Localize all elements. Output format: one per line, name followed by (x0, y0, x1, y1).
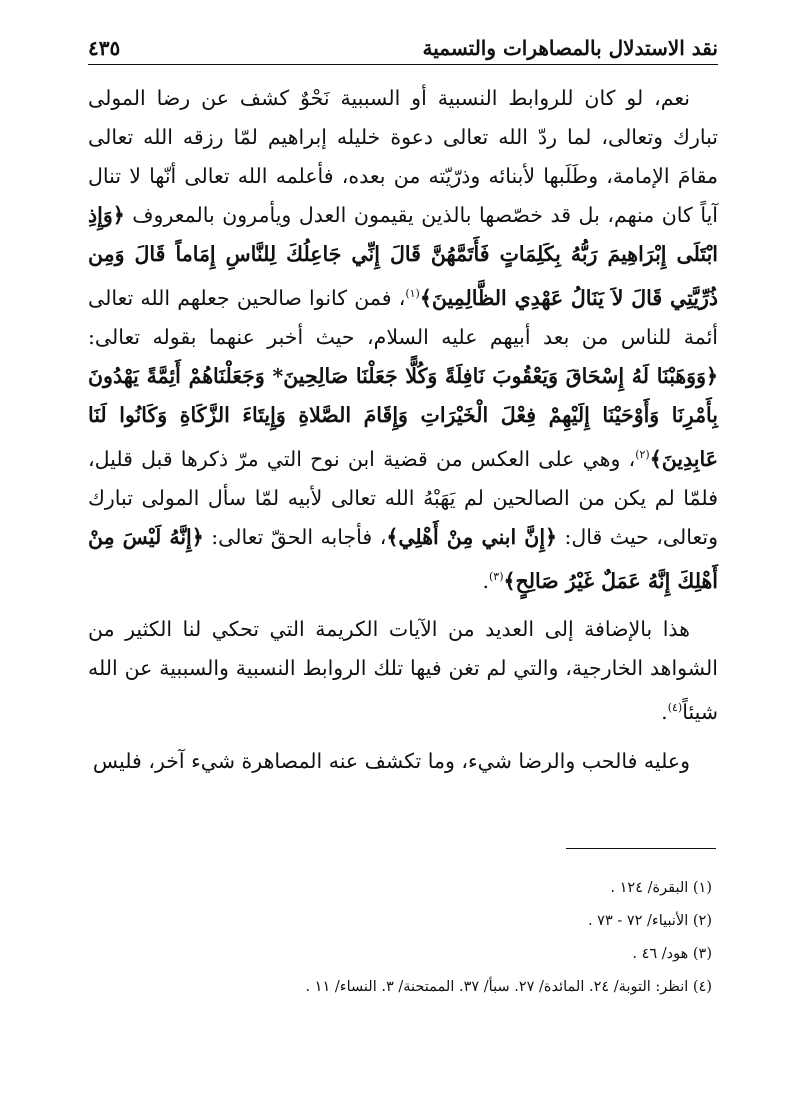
quran-verse: ﴿إِنَّهُ لَيْسَ مِنْ أَهْلِكَ إِنَّهُ عَمَلٌ غَيْرُ صَالِحٍ﴾ (88, 524, 718, 593)
main-text (88, 79, 718, 781)
text-run: ، فأجابه الحقّ تعالى: (203, 524, 387, 549)
chapter-title: نقد الاستدلال بالمصاهرات والتسمية (422, 36, 718, 60)
paragraph-1 (88, 79, 718, 600)
text-run: . (661, 700, 668, 725)
paragraph-2 (88, 610, 718, 732)
text-run: هذا بالإضافة إلى العديد من الآيات الكريمة التي تحكي لنا الكثير من الشواهد الخارجية، والتي لم تغن فيها تلك الروابط النسبية والسببية عن الله شيئاً (88, 617, 718, 725)
text-run: نعم، لو كان للروابط النسبية أو السببية نَحْوٌ كشف عن رضا المولى تبارك وتعالى، لما ردّ الله تعالى دعوة خليله إبراهيم لمّا رزقه الله تعالى مقامَ الإمامة، وطَلَبها لأبنائه وذرّيّته من بعده، فأعلمه الله تعالى أنّها لا تنال آياً كان منهم، بل قد خصّصها بالذين يقيمون العدل ويأمرون بالمعروف (88, 86, 718, 227)
footnote-ref[interactable]: (٤) (667, 701, 683, 715)
footnote-4: (٤) انظر: التوبة/ ٢٤. المائدة/ ٢٧. سبأ/ ٣٧. الممتحنة/ ٣. النساء/ ١١ . (305, 979, 712, 995)
footnote-ref[interactable]: (٣) (489, 569, 504, 583)
footnote-divider (566, 848, 716, 849)
quran-verse: ﴿إِنَّ ابني مِنْ أَهْلِي﴾ (386, 524, 558, 549)
text-run: ، وهي على العكس من قضية ابن نوح التي مرّ ذكرها قبل قليل، فلمّا لم يكن من الصالحين لم يَهَبْهُ الله تعالى لأبيه لمّا سأل المولى تبارك وتعالى، حيث قال: (88, 446, 718, 549)
text-run: وعليه فالحب والرضا شيء، وما تكشف عنه المصاهرة شيء آخر، فليس (92, 749, 690, 774)
footnote-3: (٣) هود/ ٤٦ . (632, 946, 712, 962)
footnote-ref[interactable]: (١) (405, 287, 420, 300)
text-run: . (482, 568, 489, 593)
quran-verse: ﴿وَوَهَبْنَا لَهُ إِسْحَاقَ وَيَعْقُوبَ نَافِلَةً وَكُلًّا جَعَلْنَا صَالِحِينَ* وَجَعَلْنَاهُمْ أَئِمَّةً يَهْدُونَ بِأَمْرِنَا وَأَوْحَيْنَا إِلَيْهِمْ فِعْلَ الْخَيْرَاتِ وَإِقَامَ الصَّلاةِ وَإِيتَاءَ الزَّكَاةِ وَكَانُوا لَنَا عَابِدِينَ﴾ (88, 363, 718, 471)
page-number: ٤٣٥ (88, 36, 121, 60)
footnote-ref[interactable]: (٢) (635, 447, 650, 461)
footnote-1: (١) البقرة/ ١٢٤ . (610, 880, 712, 896)
text-run: ، فمن كانوا صالحين جعلهم الله تعالى أئمة للناس من بعد أبيهم عليه السلام، حيث أخبر عنهما بقوله تعالى: (88, 285, 718, 349)
footnotes (92, 872, 712, 1004)
paragraph-3 (88, 742, 718, 781)
running-header (88, 30, 718, 65)
footnote-2: (٢) الأنبياء/ ٧٢ - ٧٣ . (587, 913, 712, 929)
quran-verse: ﴿وَإِذِ ابْتَلَى إِبْرَاهِيمَ رَبُّهُ بِكَلِمَاتٍ فَأَتَمَّهُنَّ قَالَ إِنِّي جَاعِلُكَ لِلنَّاسِ إِمَاماً قَالَ وَمِن ذُرِّيَّتِي قَالَ لاَ يَنَالُ عَهْدِي الظَّالِمِينَ﴾ (88, 203, 719, 310)
book-page (88, 30, 718, 791)
